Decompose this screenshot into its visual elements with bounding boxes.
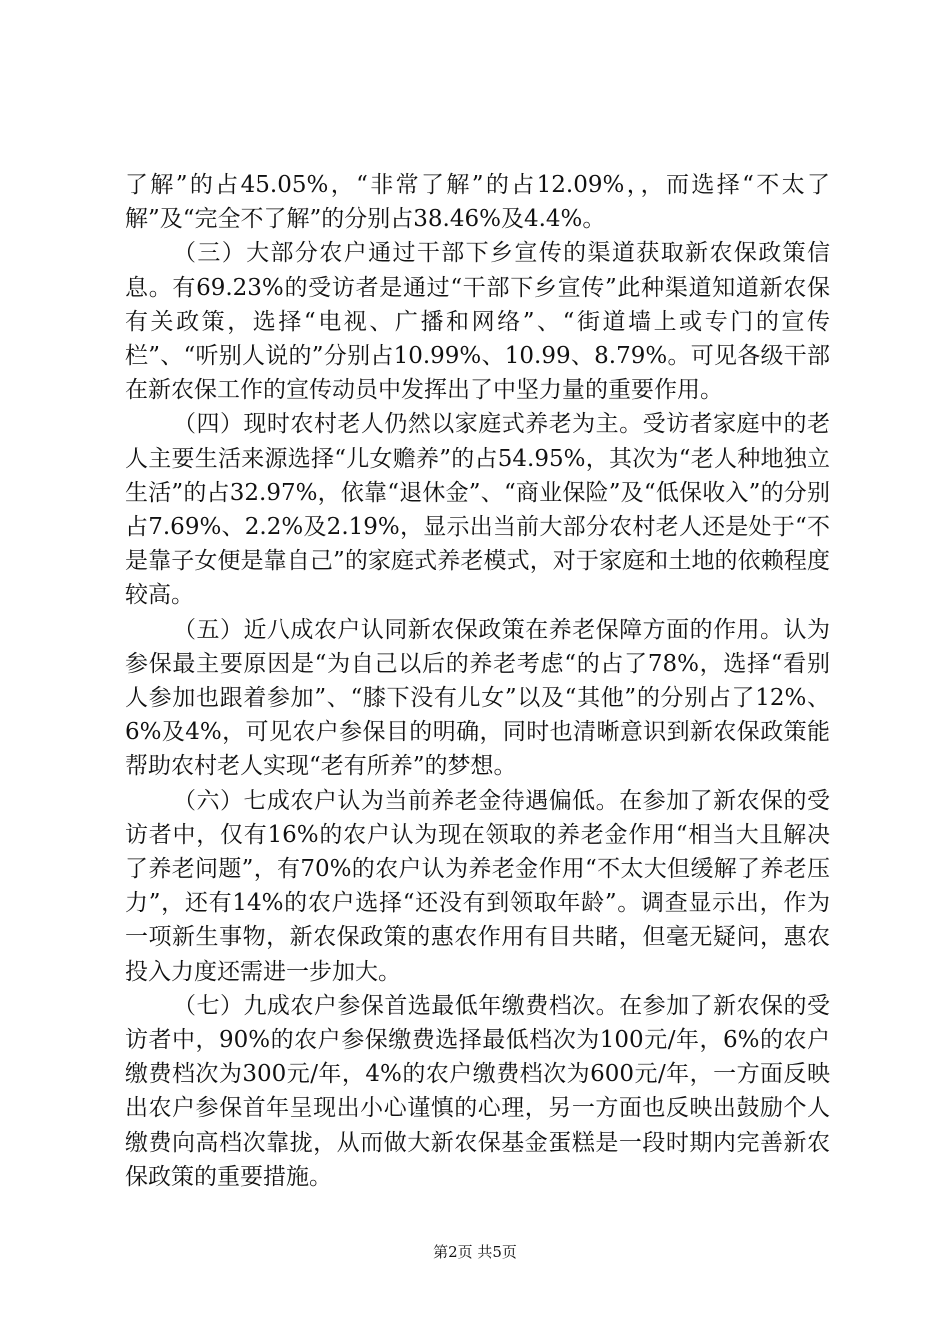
page-footer: 第2页 共5页 — [433, 1243, 517, 1261]
paragraph-section-4: （四）现时农村老人仍然以家庭式养老为主。受访者家庭中的老人主要生活来源选择“儿女赡养”的占54.95%，其次为“老人种地独立生活”的占32.97%，依靠“退休金”、“商业保险”及“低保收入”的分别占7.69%、2.2%及2.19%，显示出当前大部分农村老人还是处于“不是靠子女便是靠自己”的家庭式养老模式，对于家庭和土地的依赖程度较高。 — [125, 411, 830, 609]
paragraph-section-7: （七）九成农户参保首选最低年缴费档次。在参加了新农保的受访者中，90%的农户参保缴费选择最低档次为100元/年，6%的农户缴费档次为300元/年，4%的农户缴费档次为600元/年，一方面反映出农户参保首年呈现出小心谨慎的心理，另一方面也反映出鼓励个人缴费向高档次靠拢，从而做大新农保基金蛋糕是一段时期内完善新农保政策的重要措施。 — [125, 992, 830, 1190]
paragraph-section-5: （五）近八成农户认同新农保政策在养老保障方面的作用。认为参保最主要原因是“为自己以后的养老考虑“的占了78%，选择“看别人参加也跟着参加”、“膝下没有儿女”以及“其他”的分别占了12%、6%及4%，可见农户参保目的明确，同时也清晰意识到新农保政策能帮助农村老人实现“老有所养”的梦想。 — [125, 616, 830, 780]
paragraph-section-3: （三）大部分农户通过干部下乡宣传的渠道获取新农保政策信息。有69.23%的受访者是通过“干部下乡宣传”此种渠道知道新农保有关政策，选择“电视、广播和网络”、“街道墙上或专门的宣传栏”、“听别人说的”分别占10.99%、10.99、8.79%。可见各级干部在新农保工作的宣传动员中发挥出了中坚力量的重要作用。 — [125, 240, 830, 404]
document-body — [125, 168, 830, 1194]
paragraph-continuation: 了解”的占45.05%，“非常了解”的占12.09%，，而选择“不太了解”及“完全不了解”的分别占38.46%及4.4%。 — [125, 172, 830, 233]
paragraph-section-6: （六）七成农户认为当前养老金待遇偏低。在参加了新农保的受访者中，仅有16%的农户认为现在领取的养老金作用“相当大且解决了养老问题”，有70%的农户认为养老金作用“不太大但缓解了养老压力”，还有14%的农户选择“还没有到领取年龄”。调查显示出，作为一项新生事物，新农保政策的惠农作用有目共睹，但毫无疑问，惠农投入力度还需进一步加大。 — [125, 787, 830, 985]
